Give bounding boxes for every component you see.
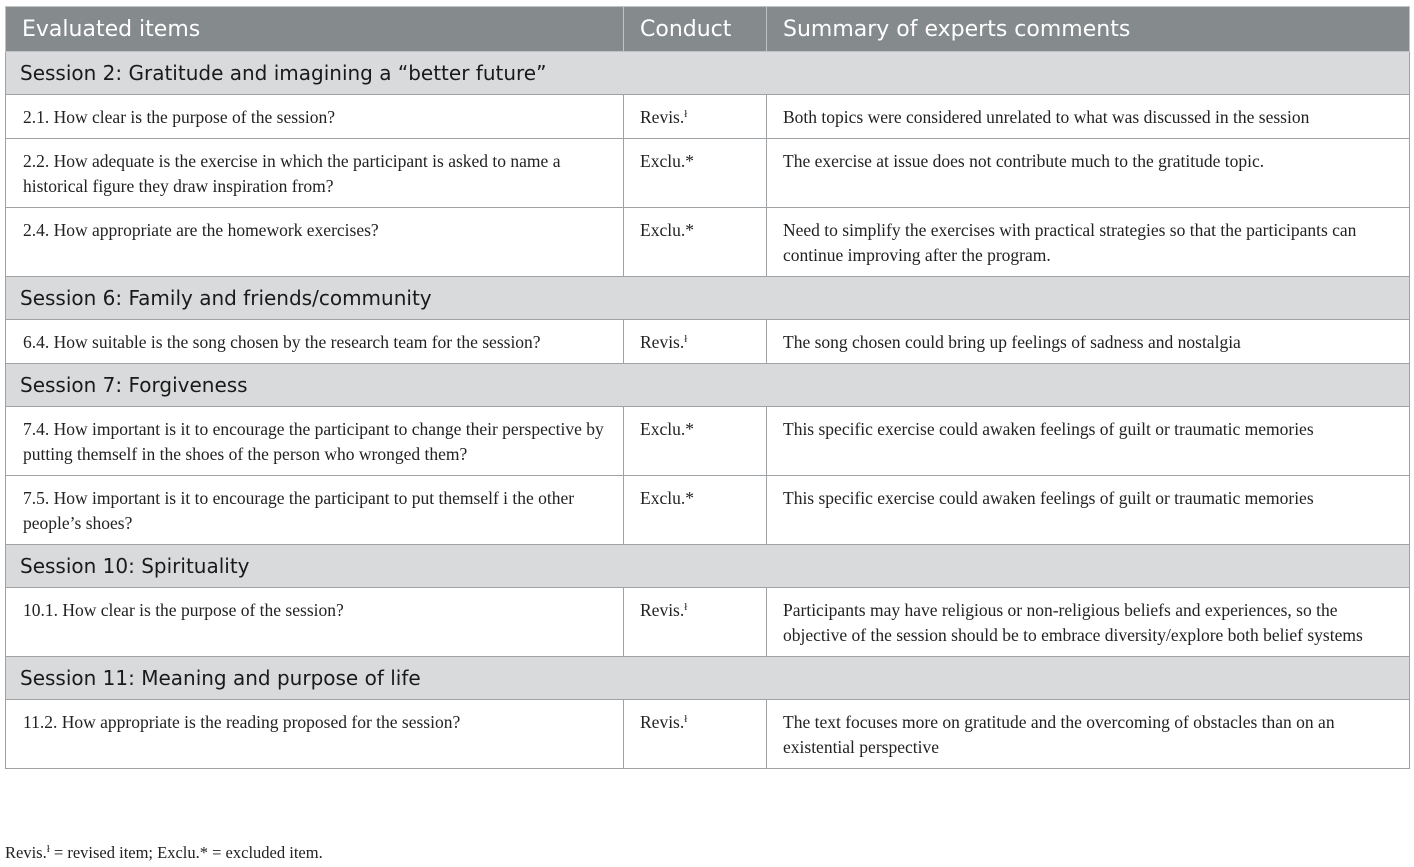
table-header xyxy=(6,7,1410,52)
conduct-label: Exclu.* xyxy=(640,220,694,240)
conduct-mark: ł xyxy=(684,108,688,120)
conduct-cell xyxy=(624,208,767,277)
section-row-session-10 xyxy=(6,545,1410,588)
conduct-cell xyxy=(624,700,767,769)
section-title: Session 7: Forgiveness xyxy=(6,364,1410,407)
section-title: Session 10: Spirituality xyxy=(6,545,1410,588)
table-footnote xyxy=(5,843,323,863)
section-row-session-11 xyxy=(6,657,1410,700)
comment-cell: This specific exercise could awaken feelings of guilt or traumatic memories xyxy=(767,407,1410,476)
item-cell: 2.2. How adequate is the exercise in which the participant is asked to name a historical figure they draw inspiration from? xyxy=(6,139,624,208)
table-row xyxy=(6,139,1410,208)
comment-cell: The text focuses more on gratitude and the overcoming of obstacles than on an existential perspective xyxy=(767,700,1410,769)
section-title: Session 11: Meaning and purpose of life xyxy=(6,657,1410,700)
table-row xyxy=(6,700,1410,769)
comment-cell: Participants may have religious or non-religious beliefs and experiences, so the objective of the session should be to embrace diversity/explore both belief systems xyxy=(767,588,1410,657)
table-row xyxy=(6,95,1410,139)
header-summary-comments: Summary of experts comments xyxy=(767,7,1410,52)
item-cell: 2.4. How appropriate are the homework exercises? xyxy=(6,208,624,277)
conduct-label: Exclu.* xyxy=(640,151,694,171)
conduct-cell xyxy=(624,320,767,364)
item-cell: 6.4. How suitable is the song chosen by the research team for the session? xyxy=(6,320,624,364)
conduct-label: Exclu.* xyxy=(640,488,694,508)
conduct-label: Revis. xyxy=(640,107,685,127)
comment-cell: This specific exercise could awaken feelings of guilt or traumatic memories xyxy=(767,476,1410,545)
section-row-session-2 xyxy=(6,52,1410,95)
header-row xyxy=(6,7,1410,52)
section-title: Session 6: Family and friends/community xyxy=(6,277,1410,320)
comment-cell: The exercise at issue does not contribute much to the gratitude topic. xyxy=(767,139,1410,208)
conduct-cell xyxy=(624,476,767,545)
item-cell: 7.4. How important is it to encourage the participant to change their perspective by putting themself in the shoes of the person who wronged them? xyxy=(6,407,624,476)
conduct-mark: ł xyxy=(684,601,688,613)
table-row xyxy=(6,476,1410,545)
comment-cell: Need to simplify the exercises with practical strategies so that the participants can continue improving after the program. xyxy=(767,208,1410,277)
conduct-mark: ł xyxy=(684,713,688,725)
item-cell: 11.2. How appropriate is the reading proposed for the session? xyxy=(6,700,624,769)
table-row xyxy=(6,320,1410,364)
conduct-label: Revis. xyxy=(640,600,685,620)
conduct-cell xyxy=(624,95,767,139)
conduct-cell xyxy=(624,407,767,476)
table-body xyxy=(6,52,1410,769)
conduct-label: Exclu.* xyxy=(640,419,694,439)
conduct-cell xyxy=(624,139,767,208)
comment-cell: Both topics were considered unrelated to what was discussed in the session xyxy=(767,95,1410,139)
table-row xyxy=(6,407,1410,476)
conduct-label: Revis. xyxy=(640,712,685,732)
item-cell: 7.5. How important is it to encourage the participant to put themself i the other people’s shoes? xyxy=(6,476,624,545)
evaluation-table xyxy=(5,6,1410,769)
header-evaluated-items: Evaluated items xyxy=(6,7,624,52)
section-row-session-7 xyxy=(6,364,1410,407)
footnote-text: = revised item; Exclu.* = excluded item. xyxy=(49,843,323,862)
footnote-revis-label: Revis. xyxy=(5,843,47,862)
table-row xyxy=(6,208,1410,277)
conduct-cell xyxy=(624,588,767,657)
conduct-mark: ł xyxy=(684,333,688,345)
table-row xyxy=(6,588,1410,657)
comment-cell: The song chosen could bring up feelings of sadness and nostalgia xyxy=(767,320,1410,364)
section-row-session-6 xyxy=(6,277,1410,320)
item-cell: 2.1. How clear is the purpose of the session? xyxy=(6,95,624,139)
conduct-label: Revis. xyxy=(640,332,685,352)
item-cell: 10.1. How clear is the purpose of the session? xyxy=(6,588,624,657)
header-conduct: Conduct xyxy=(624,7,767,52)
section-title: Session 2: Gratitude and imagining a “better future” xyxy=(6,52,1410,95)
footnote-revis-mark: ł xyxy=(46,843,50,855)
